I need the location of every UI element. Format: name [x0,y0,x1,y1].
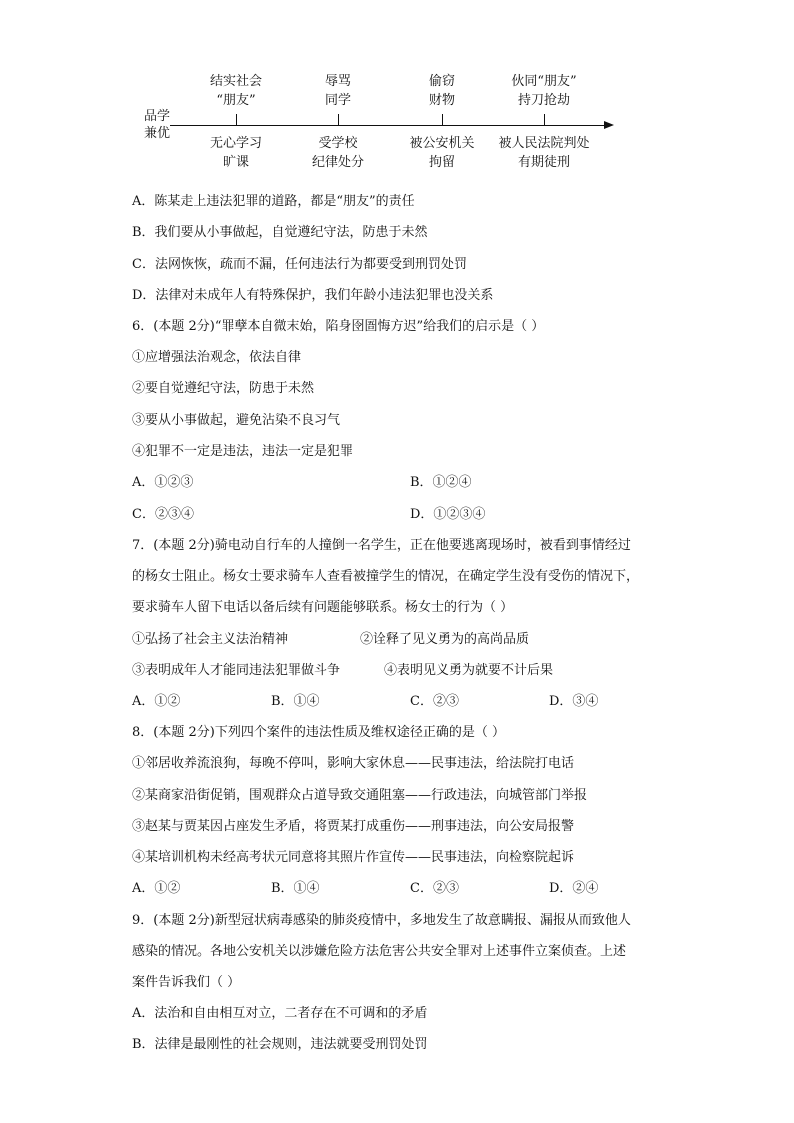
q9-stem-line3: 案件告诉我们（ ） [132,975,241,990]
timeline-bottom-event: 无心学习 旷课 [209,136,262,170]
q8-statement-2: ②某商家沿街促销，围观群众占道导致交通阻塞——行政违法，向城管部门举报 [132,788,588,803]
timeline-axis [170,125,610,126]
q7-statement-2: ②诠释了见义勇为的高尚品质 [360,632,530,647]
q7-stem-line1: 7．(本题 2分)骑电动自行车的人撞倒一名学生，正在他要逃离现场时，被看到事情经过 [132,538,631,553]
q6-statement-1: ①应增强法治观念，依法自律 [132,350,302,365]
q6-stem: 6．(本题 2分)“罪孽本自微末始，陷身囹圄悔方迟”给我们的启示是（ ） [132,319,545,334]
timeline-diagram [130,64,630,179]
q8-statement-3: ③赵某与贾某因占座发生矛盾，将贾某打成重伤——刑事违法，向公安局报警 [132,819,575,834]
timeline-top-event: 偷窃 财物 [428,74,455,108]
q7-option-c: C．②③ [410,694,459,709]
q5-option-c: C．法网恢恢，疏而不漏，任何违法行为都要受到刑罚处罚 [132,257,467,272]
q7-statement-4: ④表明见义勇为就要不计后果 [384,663,554,678]
q6-option-d: D．①②③④ [410,507,486,522]
q5-option-b: B．我们要从小事做起，自觉遵纪守法，防患于未然 [132,225,428,240]
q8-stem: 8．(本题 2分)下列四个案件的违法性质及维权途径正确的是（ ） [132,725,505,740]
q8-option-a: A．①② [132,881,181,896]
timeline-top-event: 辱骂 同学 [324,74,351,108]
q8-statement-1: ①邻居收养流浪狗，每晚不停叫，影响大家休息——民事违法，给法院打电话 [132,756,575,771]
timeline-top-event: 伙同“朋友” 持刀抢劫 [511,74,577,108]
timeline-tick [236,114,237,125]
q8-option-b: B．①④ [271,881,320,896]
q8-option-d: D．②④ [549,881,599,896]
q6-statement-2: ②要自觉遵纪守法，防患于未然 [132,381,315,396]
timeline-top-event: 结实社会 “朋友” [209,74,262,108]
q6-option-b: B．①②④ [410,475,472,490]
timeline-tick [338,114,339,125]
q5-option-d: D．法律对未成年人有特殊保护，我们年龄小违法犯罪也没关系 [132,288,494,303]
q6-option-c: C．②③④ [132,507,194,522]
q7-option-b: B．①④ [271,694,320,709]
q7-statement-3: ③表明成年人才能同违法犯罪做斗争 [132,663,341,678]
timeline-tick [544,114,545,125]
q9-stem-line2: 感染的情况。各地公安机关以涉嫌危险方法危害公共安全罪对上述事件立案侦查。上述 [132,944,627,959]
q6-statement-4: ④犯罪不一定是违法，违法一定是犯罪 [132,444,354,459]
timeline-bottom-event: 被人民法院判处 有期徒刑 [498,136,590,170]
timeline-bottom-event: 受学校 纪律处分 [311,136,364,170]
timeline-tick [442,114,443,125]
q7-option-a: A．①② [132,694,181,709]
timeline-arrow-icon [604,121,614,129]
q8-statement-4: ④某培训机构未经高考状元同意将其照片作宣传——民事违法，向检察院起诉 [132,850,575,865]
q9-option-a: A．法治和自由相互对立，二者存在不可调和的矛盾 [132,1006,428,1021]
q5-option-a: A．陈某走上违法犯罪的道路，都是“朋友”的责任 [132,194,415,209]
q6-statement-3: ③要从小事做起，避免沾染不良习气 [132,413,341,428]
q6-option-a: A．①②③ [132,475,194,490]
q7-option-d: D．③④ [549,694,599,709]
q7-statement-1: ①弘扬了社会主义法治精神 [132,632,289,647]
timeline-start-label: 品学 兼优 [143,109,170,141]
q8-option-c: C．②③ [410,881,459,896]
q9-stem-line1: 9．(本题 2分)新型冠状病毒感染的肺炎疫情中，多地发生了故意瞒报、漏报从而致他人 [132,913,631,928]
q7-stem-line3: 要求骑车人留下电话以备后续有问题能够联系。杨女士的行为（ ） [132,600,514,615]
timeline-bottom-event: 被公安机关 拘留 [409,136,475,170]
q9-option-b: B．法律是最刚性的社会规则，违法就要受刑罚处罚 [132,1037,428,1052]
q7-stem-line2: 的杨女士阻止。杨女士要求骑车人查看被撞学生的情况，在确定学生没有受伤的情况下， [132,569,640,584]
